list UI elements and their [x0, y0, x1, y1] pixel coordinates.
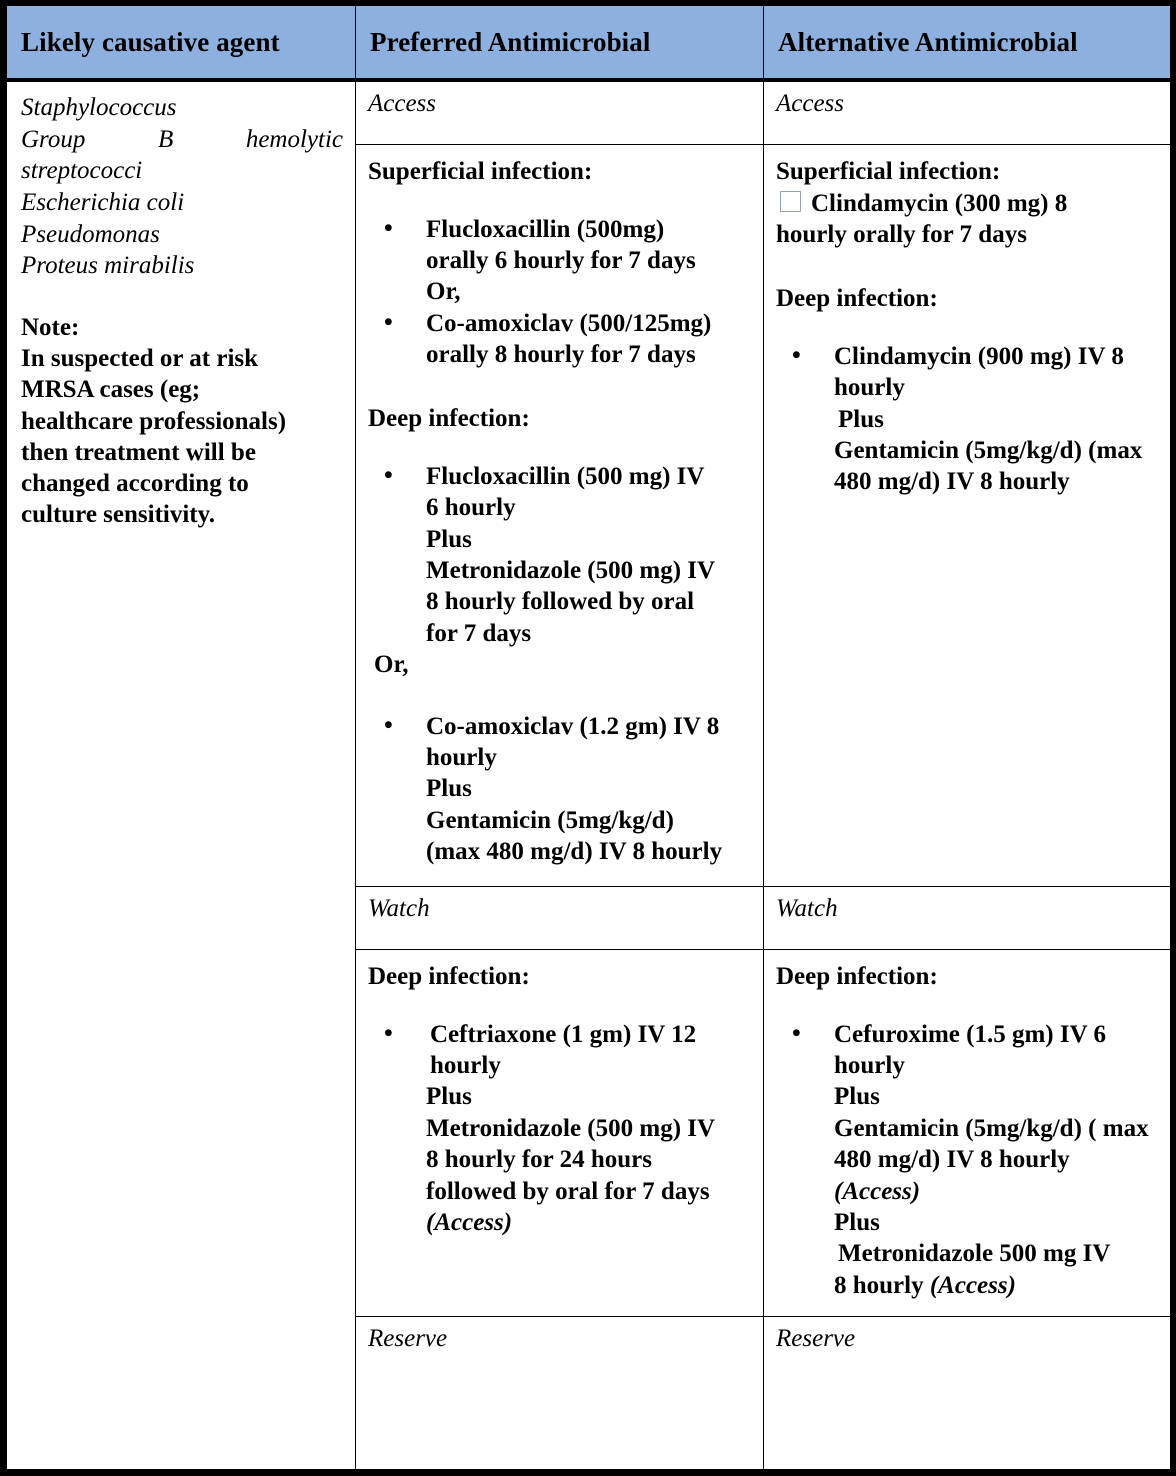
med-line-with-note — [834, 1270, 1160, 1301]
mrsa-note-line: MRSA cases (eg; — [21, 376, 201, 404]
organism-item: Pseudomonas — [21, 220, 160, 248]
med-line: Clindamycin (300 mg) 8 — [811, 189, 1068, 217]
column-header-causative-agent-label: Likely causative agent — [21, 26, 280, 57]
list-item — [368, 214, 753, 308]
watch-alternative-deep-list — [776, 1019, 1160, 1301]
reserve-label-alternative-cell — [764, 1316, 1171, 1469]
mrsa-note-line: In suspected or at risk — [21, 345, 259, 372]
tier-label-reserve: Reserve — [776, 1324, 856, 1352]
mrsa-note — [21, 312, 343, 531]
med-line: hourly — [426, 743, 497, 771]
filler-cell — [356, 1469, 764, 1470]
med-line: hourly — [430, 1052, 501, 1080]
access-preferred-deep-list-1 — [368, 461, 753, 649]
organism-item: Escherichia coli — [21, 188, 185, 216]
tier-label-watch: Watch — [776, 895, 838, 923]
med-line: Metronidazole 500 mg IV — [838, 1240, 1111, 1268]
med-line: Plus — [426, 525, 472, 553]
med-line: Gentamicin (5mg/kg/d) (max — [834, 436, 1143, 464]
med-line: hourly — [834, 1052, 905, 1080]
med-line: 8 hourly — [834, 1271, 930, 1299]
med-line: • Co-amoxiclav (500/125mg) — [426, 309, 712, 337]
med-line: (max 480 mg/d) IV 8 hourly — [426, 838, 723, 865]
tier-note: (Access) — [426, 1208, 513, 1236]
mrsa-note-line: then treatment will be — [21, 438, 256, 466]
tier-label-reserve: Reserve — [368, 1324, 448, 1352]
tier-label-access: Access — [368, 90, 437, 117]
access-label-alternative-cell — [764, 80, 1171, 145]
or-connector: Or, — [374, 651, 409, 679]
med-line: Or, — [426, 278, 461, 306]
deep-infection-heading: Deep infection: — [776, 285, 938, 313]
clindamycin-oral-line-1 — [776, 188, 1160, 219]
mrsa-note-line: healthcare professionals) — [21, 407, 287, 435]
mrsa-note-heading: Note: — [21, 313, 80, 341]
access-label-preferred-cell — [356, 80, 764, 145]
access-preferred-superficial-list — [368, 214, 753, 371]
mrsa-note-line: changed according to — [21, 470, 249, 497]
column-header-alternative-label: Alternative Antimicrobial — [778, 26, 1078, 57]
guideline-table — [6, 6, 1171, 1470]
column-header-causative-agent — [7, 6, 356, 80]
list-item — [368, 461, 753, 649]
med-line: • Clindamycin (900 mg) IV 8 — [834, 342, 1124, 370]
filler-cell — [764, 1469, 1171, 1470]
med-line: Gentamicin (5mg/kg/d) ( max — [834, 1114, 1149, 1142]
list-item — [776, 341, 1160, 498]
organism-item: Proteus mirabilis — [21, 252, 195, 280]
list-item — [776, 1019, 1160, 1301]
watch-label-alternative-cell — [764, 887, 1171, 950]
list-item — [368, 1019, 753, 1239]
clindamycin-oral-line-2: hourly orally for 7 days — [776, 220, 1027, 248]
watch-preferred-cell — [356, 950, 764, 1316]
causative-agent-cell — [7, 80, 356, 1470]
med-line: • Cefuroxime (1.5 gm) IV 6 — [834, 1020, 1106, 1048]
med-line: followed by oral for 7 days — [426, 1177, 710, 1205]
column-header-preferred — [356, 6, 764, 80]
med-line: orally 6 hourly for 7 days — [426, 246, 696, 274]
column-header-preferred-label: Preferred Antimicrobial — [370, 26, 651, 57]
med-line: Plus — [838, 405, 884, 433]
column-header-alternative — [764, 6, 1171, 80]
superficial-infection-heading: Superficial infection: — [368, 158, 593, 185]
med-line: 6 hourly — [426, 494, 516, 522]
med-line: Plus — [426, 775, 472, 803]
med-line: 8 hourly for 24 hours — [426, 1146, 652, 1174]
med-line: orally 8 hourly for 7 days — [426, 341, 696, 368]
organism-list — [21, 92, 343, 282]
med-line: • Flucloxacillin (500 mg) IV — [426, 462, 705, 490]
med-line: Plus — [426, 1083, 472, 1111]
reserve-label-preferred-cell — [356, 1316, 764, 1469]
med-line: Gentamicin (5mg/kg/d) — [426, 806, 674, 834]
watch-preferred-deep-list — [368, 1019, 753, 1239]
med-line: Metronidazole (500 mg) IV — [426, 557, 716, 584]
empty-box-icon — [780, 191, 801, 212]
tier-note: (Access) — [929, 1271, 1016, 1299]
watch-label-preferred-cell — [356, 887, 764, 950]
deep-infection-heading: Deep infection: — [368, 963, 530, 991]
med-line: • Ceftriaxone (1 gm) IV 12 — [430, 1020, 697, 1048]
med-line: hourly — [834, 374, 905, 402]
access-alternative-deep-list — [776, 341, 1160, 498]
access-tier-row — [7, 80, 1171, 145]
med-line: Plus — [834, 1208, 880, 1236]
deep-infection-heading: Deep infection: — [368, 405, 530, 433]
list-item — [368, 711, 753, 868]
list-item — [368, 308, 753, 371]
deep-infection-heading: Deep infection: — [776, 963, 938, 991]
superficial-infection-heading: Superficial infection: — [776, 158, 1001, 185]
med-line: 480 mg/d) IV 8 hourly — [834, 468, 1070, 496]
watch-alternative-cell — [764, 950, 1171, 1316]
med-line: Plus — [834, 1083, 880, 1111]
access-alternative-cell — [764, 145, 1171, 887]
med-line: • Co-amoxiclav (1.2 gm) IV 8 — [426, 712, 720, 740]
mrsa-note-line: culture sensitivity. — [21, 501, 215, 529]
tier-label-watch: Watch — [368, 895, 430, 923]
organism-item: streptococci — [21, 157, 143, 185]
organism-item: Group B hemolytic — [21, 125, 343, 153]
tier-note: (Access) — [834, 1177, 921, 1205]
med-line: Metronidazole (500 mg) IV — [426, 1114, 716, 1142]
med-line: 8 hourly followed by oral — [426, 588, 695, 616]
access-preferred-deep-list-2 — [368, 711, 753, 868]
table-header-row — [7, 6, 1171, 80]
access-preferred-cell — [356, 145, 764, 887]
tier-label-access: Access — [776, 90, 845, 117]
organism-item: Staphylococcus — [21, 94, 177, 121]
med-line: 480 mg/d) IV 8 hourly — [834, 1146, 1070, 1174]
med-line: • Flucloxacillin (500mg) — [426, 215, 665, 243]
med-line: for 7 days — [426, 619, 532, 647]
